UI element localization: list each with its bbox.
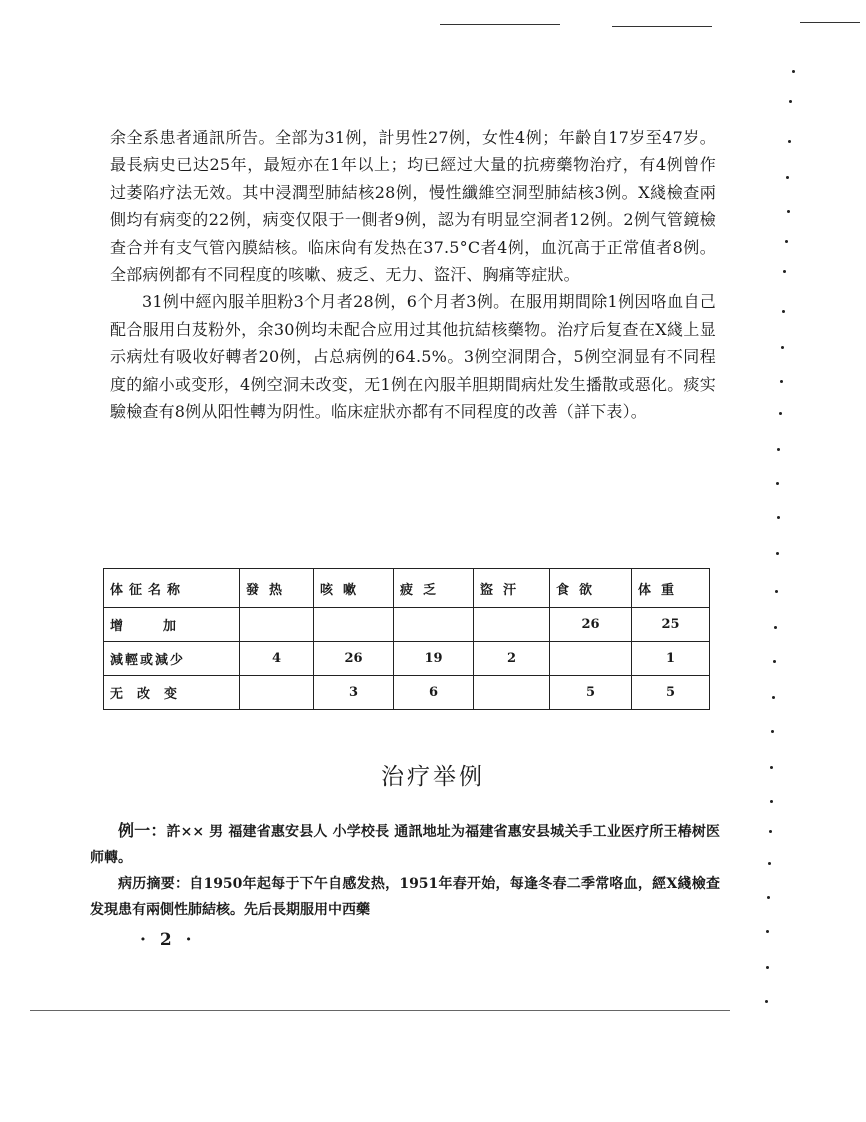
margin-mark [789,100,792,103]
table-cell [474,676,550,710]
margin-mark [776,482,779,485]
margin-mark [772,696,775,699]
table-cell: 2 [474,642,550,676]
margin-mark [765,1000,768,1003]
table-header-row [104,569,710,608]
table-cell: 3 [314,676,394,710]
table-cell [394,608,474,642]
margin-mark [781,346,784,349]
paragraph-results: 31例中經內服羊胆粉3个月者28例，6个月者3例。在服用期間除1例因咯血自己配合服用白芨粉外，余30例均未配合应用过其他抗結核藥物。治疗后复查在X綫上显示病灶有吸收好轉者20例，占总病例的64.5%。3例空洞閉合，5例空洞显有不同程度的縮小或变形，4例空洞未改变，无1例在內服羊胆期間病灶发生播散或惡化。痰实驗檢查有8例从阳性轉为阴性。临床症狀亦都有不同程度的改善（詳下表）。 [110,292,716,422]
table-cell [474,608,550,642]
table-row [104,642,710,676]
top-rule-right [612,26,712,27]
table-row [104,676,710,710]
case-example [90,818,720,923]
table-header-cell: 盜汗 [474,569,550,608]
table-cell [550,642,632,676]
margin-mark [785,240,788,243]
margin-mark [770,800,773,803]
case-history: 病历摘要：自1950年起每于下午自感发热，1951年春开始，每逢冬春二季常咯血，經X綫檢查发現患有兩側性肺結核。先后長期服用中西藥 [90,876,720,918]
case-label: 例一： [118,821,167,840]
body-text [110,124,716,425]
case-intro-line [90,818,720,871]
paragraph-patients: 余全系患者通訊所告。全部为31例，計男性27例，女性4例；年齡自17岁至47岁。最長病史已达25年，最短亦在1年以上；均已經过大量的抗痨藥物治疗，有4例曾作过萎陷疗法无效。其中浸潤型肺結核28例，慢性纖維空洞型肺結核3例。X綫檢查兩側均有病变的22例，病变仅限于一側者9例，認为有明显空洞者12例。2例气管鏡檢查合并有支气管內膜結核。临床尙有发热在37.5°C者4例，血沉高于正常值者8例。全部病例都有不同程度的咳嗽、疲乏、无力、盜汗、胸痛等症狀。 [110,128,716,285]
table-cell: 26 [314,642,394,676]
table-row-label: 无改变 [104,676,240,710]
margin-mark [782,310,785,313]
margin-mark [773,660,776,663]
margin-mark [780,380,783,383]
table-cell: 19 [394,642,474,676]
table-header-cell: 体征名称 [104,569,240,608]
table-header-cell: 疲乏 [394,569,474,608]
table-cell [240,608,314,642]
margin-mark [776,552,779,555]
margin-mark [777,448,780,451]
margin-mark [786,176,789,179]
margin-mark [775,590,778,593]
margin-mark [769,830,772,833]
table-cell: 26 [550,608,632,642]
margin-mark [777,516,780,519]
table-cell: 1 [632,642,710,676]
table-row-label: 減輕或減少 [104,642,240,676]
table-row-label: 增加 [104,608,240,642]
margin-mark [768,862,771,865]
page-number: · 2 · [140,930,196,950]
margin-mark [787,210,790,213]
margin-mark [788,140,791,143]
margin-mark [792,70,795,73]
case-intro: 許×× 男 福建省惠安县人 小学校長 通訊地址为福建省惠安县城关手工业医疗所王椿树医师轉。 [90,824,720,866]
section-heading: 治疗举例 [381,764,485,790]
table-header-cell: 發热 [240,569,314,608]
table-cell: 5 [550,676,632,710]
margin-mark [767,896,770,899]
margin-mark [783,270,786,273]
margin-mark [779,412,782,415]
margin-mark [766,966,769,969]
table-header-cell: 咳嗽 [314,569,394,608]
table-cell: 5 [632,676,710,710]
top-rule-left [440,24,560,25]
margin-mark [766,930,769,933]
table-cell [240,676,314,710]
table-header-cell: 食欲 [550,569,632,608]
table-cell: 25 [632,608,710,642]
table-header-cell: 体重 [632,569,710,608]
table-cell: 6 [394,676,474,710]
table-cell: 4 [240,642,314,676]
symptom-table [103,568,710,710]
table-cell [314,608,394,642]
table-row [104,608,710,642]
bottom-rule [30,1010,730,1011]
top-rule-edge [800,22,860,23]
margin-mark [771,730,774,733]
margin-mark [774,626,777,629]
